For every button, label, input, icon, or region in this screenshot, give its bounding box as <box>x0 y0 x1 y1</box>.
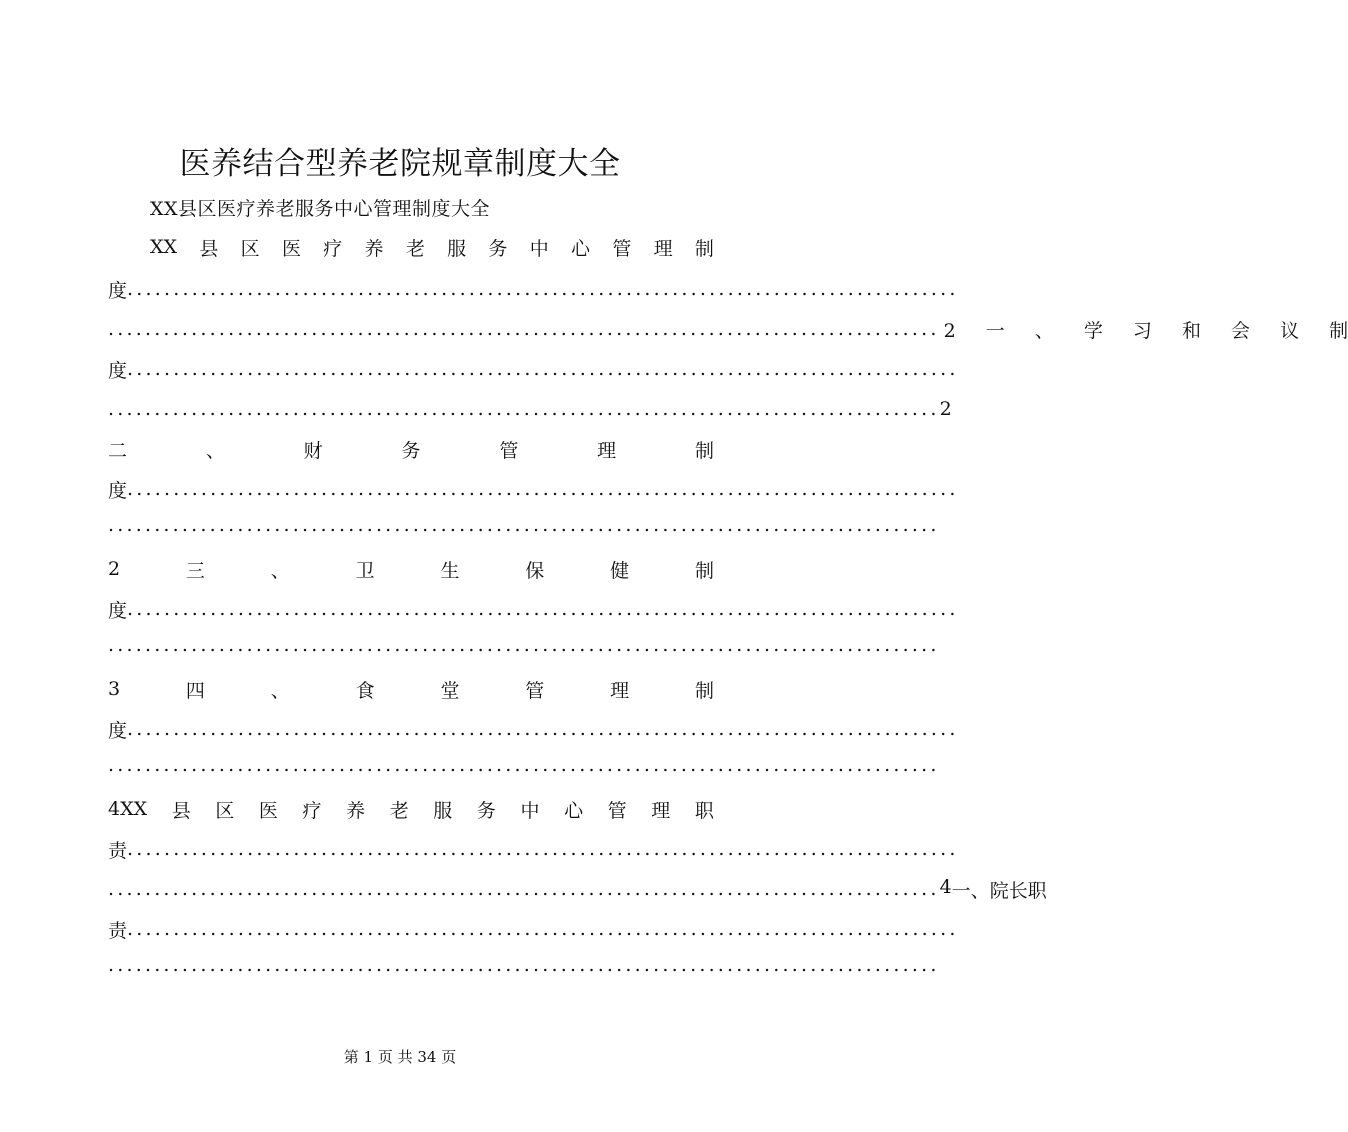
toc-line-4 <box>108 354 959 384</box>
toc-line-7 <box>108 474 959 504</box>
toc-tail <box>940 316 1348 343</box>
toc-char: 疗 <box>302 799 322 822</box>
toc-char: 制 <box>1329 319 1348 342</box>
toc-char: 务 <box>401 439 421 462</box>
leader-dots: .......................................................................................... <box>108 878 940 900</box>
toc-line-17 <box>108 874 1047 904</box>
toc-line-14: .......................................................................................... <box>108 754 940 776</box>
toc-char: 县 <box>171 799 191 822</box>
toc-char: 制 <box>694 679 714 702</box>
toc-char: 4XX <box>108 798 148 820</box>
toc-char: 习 <box>1132 319 1152 342</box>
toc-char: 财 <box>303 439 323 462</box>
page-number: 2 <box>943 319 956 342</box>
toc-head: 度 <box>108 719 128 742</box>
leader-dots: .......................................................................................... <box>127 718 959 740</box>
leader-dots: .......................................................................................... <box>127 918 959 940</box>
toc-char: 老 <box>405 237 425 260</box>
leader-dots: .......................................................................................... <box>127 478 959 500</box>
toc-char: 食 <box>355 679 375 702</box>
toc-head: 度 <box>108 359 128 382</box>
toc-char: 理 <box>651 799 671 822</box>
toc-char: 、 <box>270 679 290 702</box>
toc-char: 三 <box>185 559 205 582</box>
toc-char: 、 <box>970 879 990 902</box>
toc-char: 和 <box>1181 319 1201 342</box>
toc-char: 管 <box>525 679 545 702</box>
page-number: 4 <box>939 875 952 898</box>
toc-char: 制 <box>694 237 714 260</box>
document-subtitle: XX县区医疗养老服务中心管理制度大全 <box>150 198 491 220</box>
toc-head: 责 <box>108 839 128 862</box>
toc-char: 二 <box>108 439 128 462</box>
toc-char: 医 <box>281 237 301 260</box>
toc-char: 心 <box>571 237 591 260</box>
toc-char: 管 <box>607 799 627 822</box>
toc-char: 职 <box>694 799 714 822</box>
toc-char: 养 <box>346 799 366 822</box>
toc-char: 生 <box>440 559 460 582</box>
toc-char: 服 <box>447 237 467 260</box>
toc-head: 度 <box>108 279 128 302</box>
toc-char: 中 <box>520 799 540 822</box>
toc-line-13 <box>108 714 959 744</box>
page-footer: 第 1 页 共 34 页 <box>343 1048 457 1066</box>
leader-dots: .......................................................................................... <box>127 278 959 300</box>
toc-char: 职 <box>1027 879 1047 902</box>
toc-char: 保 <box>525 559 545 582</box>
toc-char: 理 <box>653 237 673 260</box>
toc-head: 责 <box>108 919 128 942</box>
toc-head: 度 <box>108 599 128 622</box>
toc-char: 区 <box>215 799 235 822</box>
leader-dots: .......................................................................................... <box>127 358 959 380</box>
toc-char: 健 <box>610 559 630 582</box>
toc-char: 学 <box>1083 319 1103 342</box>
toc-char: 医 <box>258 799 278 822</box>
toc-char: 管 <box>499 439 519 462</box>
toc-char: 理 <box>610 679 630 702</box>
leader-dots: .......................................................................................... <box>127 598 959 620</box>
toc-char: 3 <box>108 678 121 700</box>
toc-char: 务 <box>488 237 508 260</box>
toc-char: 堂 <box>440 679 460 702</box>
toc-char: XX <box>150 236 178 258</box>
toc-head: 度 <box>108 479 128 502</box>
toc-char: 区 <box>240 237 260 260</box>
toc-char: 管 <box>612 237 632 260</box>
toc-line-10 <box>108 594 959 624</box>
toc-line-5 <box>108 394 952 424</box>
toc-char: 院 <box>989 879 1009 902</box>
toc-line-8: .......................................................................................... <box>108 514 940 536</box>
toc-line-3 <box>108 314 1348 344</box>
toc-line-11: .......................................................................................... <box>108 634 940 656</box>
toc-char: 制 <box>694 559 714 582</box>
toc-char: 四 <box>185 679 205 702</box>
toc-line-1 <box>150 232 728 262</box>
toc-char: 一 <box>985 319 1005 342</box>
leader-dots: .......................................................................................... <box>127 838 959 860</box>
page-number: 2 <box>939 398 952 420</box>
toc-char: 卫 <box>355 559 375 582</box>
toc-line-12 <box>108 674 728 704</box>
toc-char: 养 <box>364 237 384 260</box>
toc-char: 一 <box>951 879 971 902</box>
toc-line-19: .......................................................................................... <box>108 954 940 976</box>
document-title: 医养结合型养老院规章制度大全 <box>179 146 621 182</box>
toc-line-2 <box>108 274 959 304</box>
toc-line-15 <box>108 794 728 824</box>
toc-line-9 <box>108 554 728 584</box>
toc-char: 心 <box>564 799 584 822</box>
toc-char: 老 <box>389 799 409 822</box>
leader-dots: .......................................................................................... <box>108 318 940 340</box>
toc-line-18 <box>108 914 959 944</box>
toc-tail <box>940 876 1061 903</box>
toc-char: 中 <box>529 237 549 260</box>
toc-char: 务 <box>476 799 496 822</box>
toc-char: 2 <box>108 558 121 580</box>
toc-char: 服 <box>433 799 453 822</box>
toc-char: 会 <box>1231 319 1251 342</box>
toc-char: 制 <box>694 439 714 462</box>
toc-char: 议 <box>1280 319 1300 342</box>
toc-char: 疗 <box>323 237 343 260</box>
toc-char: 、 <box>270 559 290 582</box>
toc-line-16 <box>108 834 959 864</box>
toc-char: 、 <box>1034 319 1054 342</box>
toc-char: 长 <box>1008 879 1028 902</box>
toc-line-6 <box>108 434 728 464</box>
leader-dots: .......................................................................................... <box>108 398 940 420</box>
toc-char: 县 <box>199 237 219 260</box>
toc-char: 、 <box>205 439 225 462</box>
toc-char: 理 <box>597 439 617 462</box>
